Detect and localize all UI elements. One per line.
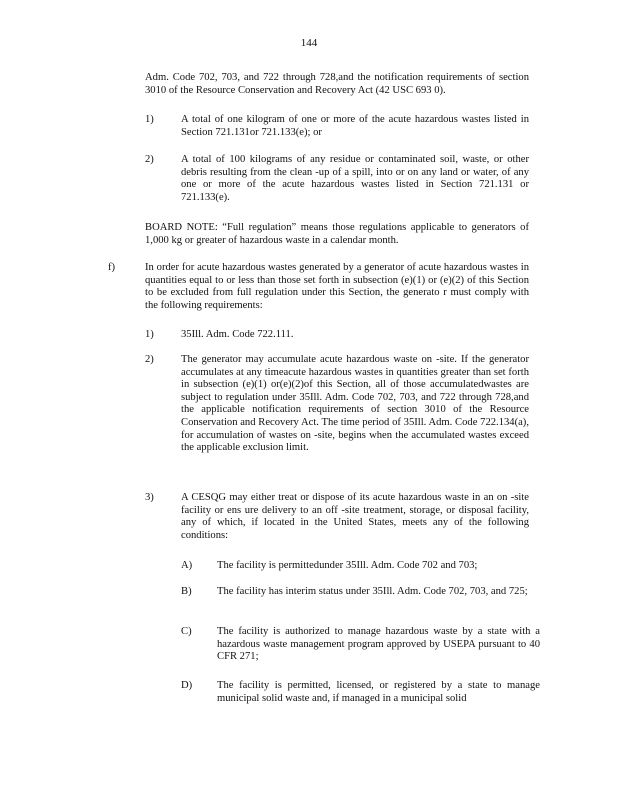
list-item-text: The generator may accumulate acute hazardous waste on -site. If the generator accumulates at any timeacute hazardous wastes in quantities greater than set forth in subsection (e)(1) or(e)(2)of this Section, all of those accumulatedwastes are subject to regulation under 35Ill. Adm. Code 702, 703, and 722 through 728,and the applicable notification requirements of section 3010 of the Resource Conservation and Recovery Act. The time period of 35Ill. Adm. Code 722.134(a), for accumulation of wastes on -site, begins when the accumulated wastes exceed the applicable exclusion limit. [181,354,529,454]
sublist-marker: C) [181,626,192,637]
sublist-item-text: The facility has interim status under 35Ill. Adm. Code 702, 703, and 725; [217,586,528,597]
sublist-item-text: The facility is permittedunder 35Ill. Adm. Code 702 and 703; [217,560,478,571]
sublist-item-text: The facility is authorized to manage hazardous waste by a state with a hazardous waste management program approved by USEPA pursuant to 40 CFR 271; [217,626,540,663]
page-number: 144 [300,37,318,49]
list-marker: 3) [145,492,154,503]
list-marker: 2) [145,154,154,165]
continuation-paragraph: Adm. Code 702, 703, and 722 through 728,and the notification requirements of section 3010 of the Resource Conservation and Recovery Act (42 USC 693 0). [145,72,529,96]
list-item-text: A CESQG may either treat or dispose of its acute hazardous waste in an on -site facility or ens ure delivery to an off -site treatment, storage, or disposal facility, any of which, if located in the United States, meets any of the following conditions: [181,492,529,541]
list-item-text: 35Ill. Adm. Code 722.111. [181,329,294,340]
list-marker: 1) [145,114,154,125]
sublist-item-text: The facility is permitted, licensed, or registered by a state to manage municipal solid waste and, if managed in a municipal solid [217,680,540,704]
list-marker: 2) [145,354,154,365]
sublist-marker: B) [181,586,192,597]
board-note: BOARD NOTE: “Full regulation” means those regulations applicable to generators of 1,000 kg or greater of hazardous waste in a calendar month. [145,222,529,246]
section-text: In order for acute hazardous wastes generated by a generator of acute hazardous wastes in quantities equal to or less than those set forth in subsection (e)(1) or (e)(2) of this Section to be excluded from full regulation under this Section, the generato r must comply with the following requirements: [145,262,529,311]
sublist-marker: A) [181,560,193,571]
list-item-text: A total of 100 kilograms of any residue or contaminated soil, waste, or other debris resulting from the clean -up of a spill, into or on any land or water, of any one or more of the acute hazardous wastes listed in Section 721.131 or 721.133(e). [181,154,529,203]
sublist-marker: D) [181,680,193,691]
section-marker: f) [108,262,116,273]
list-marker: 1) [145,329,154,340]
list-item-text: A total of one kilogram of one or more of the acute hazardous wastes listed in Section 721.131or 721.133(e); or [181,114,529,138]
